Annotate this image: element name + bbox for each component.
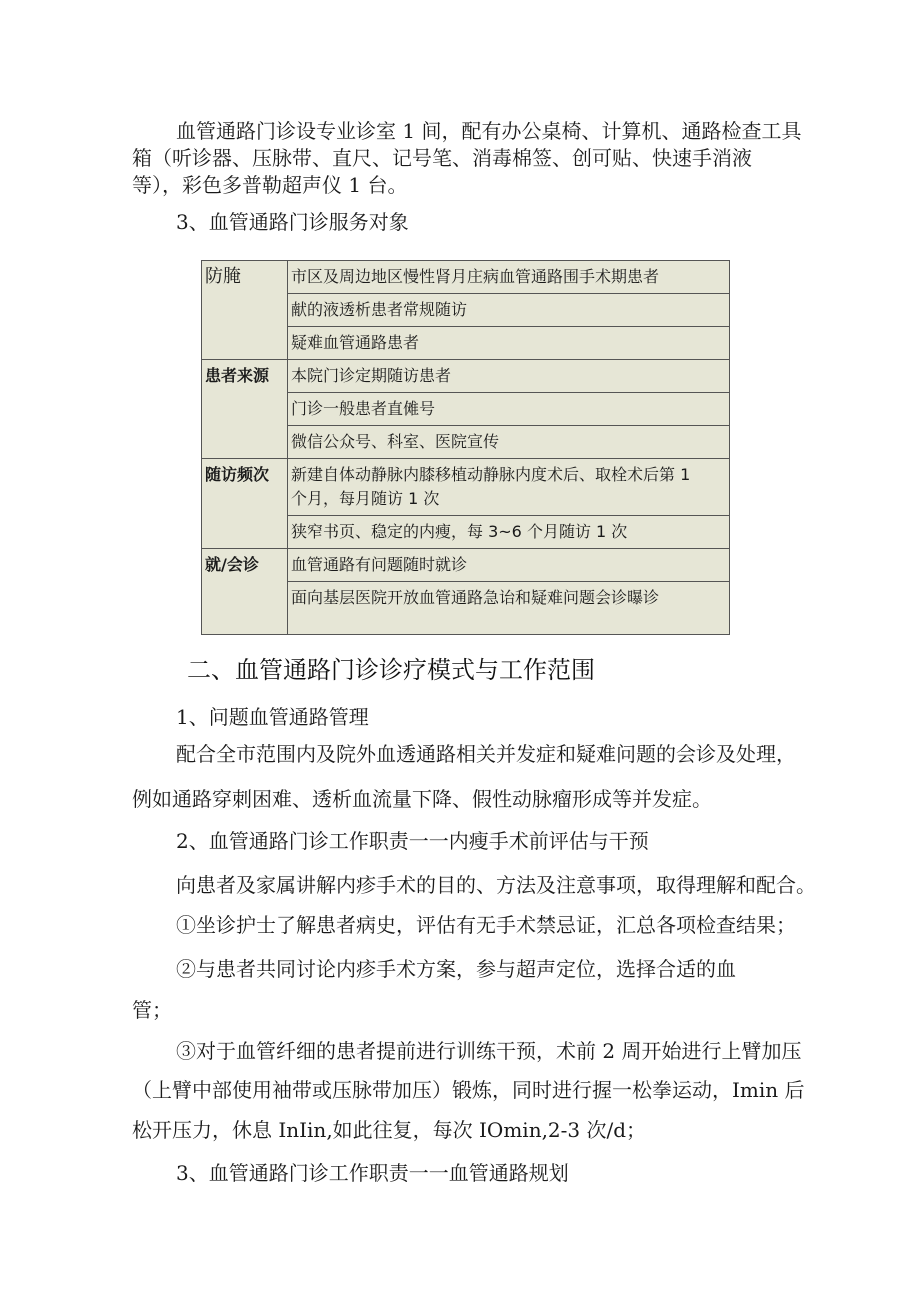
sub-1-title: 1、问题血管通路管理: [176, 705, 369, 729]
service-target-table: [201, 260, 730, 635]
item-2-line-2: 管；: [132, 998, 172, 1022]
item-3-line-1: ③对于血管纤细的患者提前进行训练干预，术前 2 周开始进行上臂加压: [176, 1039, 802, 1063]
sub-2-intro: 向患者及家属讲解内疹手术的目的、方法及注意事项，取得理解和配合。: [176, 873, 816, 897]
intro-line-1: 血管通路门诊设专业诊室 1 间，配有办公桌椅、计算机、通路检查工具: [176, 119, 802, 143]
item-cell-line: 个月，每月随访 1 次: [291, 489, 440, 508]
table-row: [202, 459, 730, 516]
section-3-title: 3、血管通路门诊服务对象: [176, 210, 409, 234]
item-2-line-1: ②与患者共同讨论内疹手术方案，参与超声定位，选择合适的血: [176, 957, 736, 981]
table-row: [202, 360, 730, 393]
item-1: ①坐诊护士了解患者病史，评估有无手术禁忌证，汇总各项检查结果；: [176, 913, 796, 937]
item-cell: 献的液透析患者常规随访: [288, 294, 730, 327]
sub-1-body-line-1: 配合全市范围内及院外血透通路相关并发症和疑难问题的会诊及处理，: [176, 742, 796, 766]
sub-1-body-line-2: 例如通路穿刺困难、透析血流量下降、假性动脉瘤形成等并发症。: [132, 787, 712, 811]
item-cell: 门诊一般患者直傩号: [288, 393, 730, 426]
item-cell-line: 新建自体动静脉内膝移植动静脉内度术后、取栓术后第 1: [291, 465, 691, 484]
category-cell: 随访频次: [202, 459, 288, 549]
table-row: [202, 261, 730, 294]
item-cell: 市区及周边地区慢性肾月庄病血管通路围手术期患者: [288, 261, 730, 294]
item-cell: 面向基层医院开放血管通路急诒和疑难问题会诊曝诊: [288, 582, 730, 635]
table-row: [202, 549, 730, 582]
part-2-heading: 二、血管通路门诊诊疗模式与工作范围: [187, 656, 595, 684]
item-cell: 疑难血管通路患者: [288, 327, 730, 360]
item-cell: 本院门诊定期随访患者: [288, 360, 730, 393]
sub-3-title: 3、血管通路门诊工作职责一一血管通路规划: [176, 1161, 569, 1185]
category-cell: 患者来源: [202, 360, 288, 459]
intro-line-2: 箱（听诊器、压脉带、直尺、记号笔、消毒棉签、创可贴、快速手消液: [132, 146, 752, 170]
item-3-line-3: 松开压力，休息 InIin,如此往复，每次 IOmin,2-3 次/d；: [132, 1118, 647, 1142]
item-cell: 狭窄书页、稳定的内瘦，每 3~6 个月随访 1 次: [288, 516, 730, 549]
item-cell: [288, 459, 730, 516]
item-cell: 微信公众号、科室、医院宣传: [288, 426, 730, 459]
sub-2-title: 2、血管通路门诊工作职责一一内瘦手术前评估与干预: [176, 829, 649, 853]
intro-line-3: 等），彩色多普勒超声仪 1 台。: [132, 173, 408, 197]
category-cell: 防腌: [202, 261, 288, 360]
category-cell: 就/会诊: [202, 549, 288, 635]
item-cell: 血管通路有问题随时就诊: [288, 549, 730, 582]
item-3-line-2: （上臂中部使用袖带或压脉带加压）锻炼，同时进行握一松拳运动，Imin 后: [132, 1078, 805, 1102]
